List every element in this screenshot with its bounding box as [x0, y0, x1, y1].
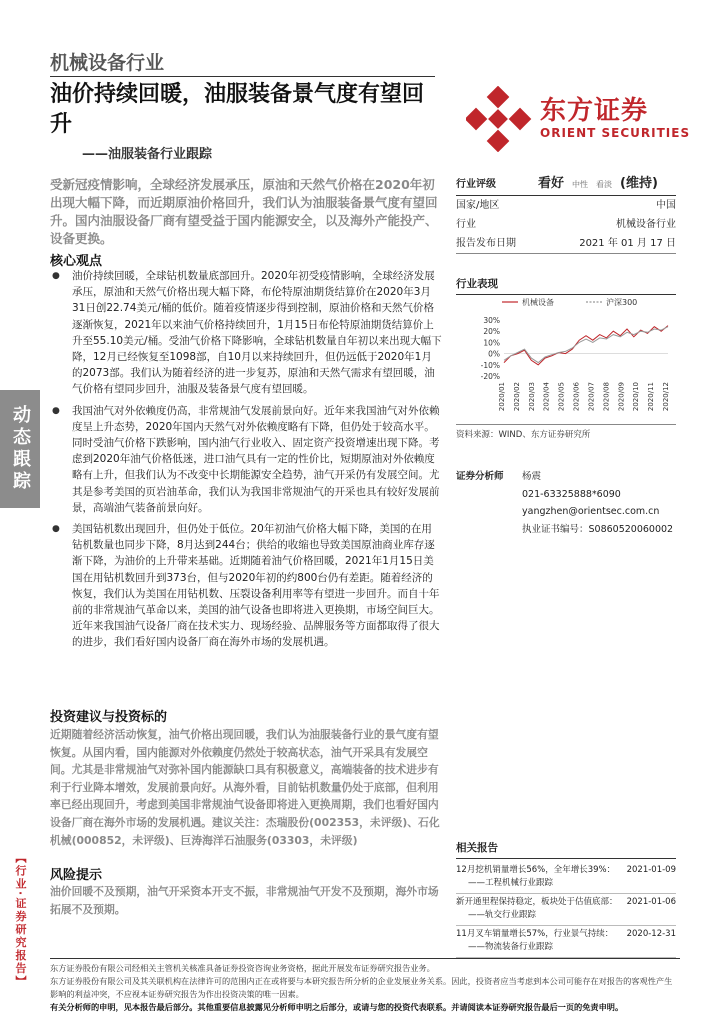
- y-tick-label: -10%: [480, 360, 500, 370]
- risk-text: 油价回暖不及预期，油气开采资本开支不振，非常规油气开发不及预期，海外市场拓展不及预期。: [50, 885, 439, 916]
- info-key: 报告发布日期: [456, 238, 516, 249]
- analyst-row: [456, 521, 676, 539]
- invest-text: 近期随着经济活动恢复，油气价格出现回暖，我们认为油服装备行业的景气度有望恢复。从国内看，国内能源对外依赖度仍然处于较高状态，油气开采具有发展空间。尤其是非常规油气对弥补国内能源缺口具有积极意义，高端装备的技术进步有利于行业降本增效，发展前景向好。从海外看，目前钻机数量仍处于底部，但利用率已经出现回升，考虑到美国非常规油气设备即将进入更换周期，我们也看好国内设备厂商在海外市场的发展机遇。建议关注：杰瑞股份(002353，未评级)、石化机械(000852，未评级)、巨涛海洋石油服务(03303，未评级): [50, 728, 440, 847]
- footer: [50, 958, 680, 1014]
- side-tab: [0, 390, 40, 508]
- y-tick-label: -20%: [480, 372, 500, 381]
- x-tick-label: 2020/06: [572, 382, 581, 412]
- rating-negative: 看淡: [596, 180, 613, 189]
- series-line: [504, 327, 668, 363]
- analyst-key: 证券分析师: [456, 471, 504, 482]
- summary-text: 受新冠疫情影响，全球经济发展承压，原油和天然气价格在2020年初出现大幅下降，而近期原油价格回升，我们认为油服装备景气度有望回升。国内油服设备厂商有望受益于国内能源安全，以及海外产能投产、设备更换。: [50, 177, 438, 246]
- rating-row: [456, 172, 676, 196]
- related-item-date: 2020-12-31: [626, 929, 676, 939]
- legend-label: 机械设备: [522, 298, 554, 307]
- rating-positive: 看好: [538, 176, 565, 191]
- analyst-email[interactable]: yangzhen@orientsec.com.cn: [522, 506, 660, 517]
- rating-label: 行业评级: [456, 179, 496, 190]
- page-title: 油价持续回暖，油服装备景气度有望回升: [50, 82, 425, 137]
- analyst-phone: 021-63325888*6090: [522, 488, 621, 500]
- related-item-title: 新开通里程保持稳定，板块处于估值底部：: [456, 897, 618, 907]
- info-key: 行业: [456, 219, 476, 230]
- info-row: [456, 234, 676, 254]
- footer-line: 东方证券股份有限公司及其关联机构在法律许可的范围内正在或将要与本研究报告所分析的企业发展业务关系。因此，投资者应当考虑到本公司可能存在对报告的客观性产生影响的利益冲突，不应视本证券研究报告为作出投资决策的唯一因素。: [50, 976, 673, 999]
- analyst-row: [456, 486, 676, 504]
- analyst-key: [456, 521, 522, 539]
- x-tick-label: 2020/03: [527, 382, 536, 412]
- related-item-sub: ——物流装备行业跟踪: [468, 942, 554, 952]
- legend-label: 沪深300: [606, 298, 638, 307]
- x-tick-label: 2020/07: [587, 382, 596, 412]
- side-category-label: 【行业·证券研究报告】: [14, 851, 27, 989]
- info-value: 中国: [656, 200, 676, 211]
- x-tick-label: 2020/08: [602, 382, 611, 412]
- rating-box: [456, 172, 676, 254]
- info-row: [456, 215, 676, 234]
- x-tick-label: 2020/12: [662, 382, 670, 412]
- analyst-name: 杨震: [522, 471, 542, 482]
- header-divider: [50, 76, 435, 77]
- analyst-block: [456, 468, 676, 538]
- related-reports: [456, 840, 676, 958]
- related-item-title: 11月叉车销量增长57%，行业景气持续：: [456, 929, 614, 939]
- perf-chart: [456, 290, 676, 420]
- related-item-title: 12月挖机销量增长56%，全年增长39%：: [456, 865, 616, 875]
- analyst-row: [456, 503, 676, 521]
- related-item-date: 2021-01-06: [626, 897, 676, 907]
- related-item-date: 2021-01-09: [626, 865, 676, 875]
- x-tick-label: 2020/11: [647, 382, 656, 412]
- x-tick-label: 2020/09: [617, 382, 626, 412]
- bullet-item: ● 我国油气对外依赖度仍高，非常规油气发展前景向好。近年来我国油气对外依赖度呈上升态势，2020年国内天然气对外依赖度略有下降，但仍处于较高水平。同时受油气价格下跌影响，国内油气行业收入、固定资产投资增速出现下降。考虑到2020年油气价格低迷，进口油气具有一定的性价比，短期原油对外依赖度略有上升，但我们认为不改变中长期能源安全趋势，油气开采仍有发展空间。尤其是参考美国的页岩油革命，我们认为我国非常规油气的开采也具有较好发展前景，高端油气装备前景向好。: [50, 403, 442, 516]
- analyst-key: [456, 486, 522, 504]
- analyst-row: [456, 468, 676, 486]
- x-tick-label: 2020/04: [542, 382, 551, 412]
- related-item[interactable]: [456, 862, 676, 894]
- industry-label: 机械设备行业: [50, 52, 165, 74]
- related-item[interactable]: [456, 926, 676, 958]
- bullet-item: ● 美国钻机数出现回升，但仍处于低位。20年初油气价格大幅下降，美国的在用钻机数量也同步下降，8月达到244台；供给的收缩也导致美国原油商业库存逐渐下降，为油价的上升带来基础。近期随着油气价格回暖，2021年1月15日美国在用钻机数回升到373台，但与2020年初的约800台仍有差距。随着经济的恢复，我们认为美国在用钻机数、压裂设备利用率等有望进一步回升。而自十年前的非常规油气革命以来，美国的油气设备也即将进入更换期，市场空间巨大。近年来我国油气设备厂商在技术实力、现场经验、品牌服务等方面都取得了很大的进步，我们看好国内设备厂商在海外市场的发展机遇。: [50, 521, 442, 651]
- footer-line: 东方证券股份有限公司经相关主管机关核准具备证券投资咨询业务资格，据此开展发布证券研究报告业务。: [50, 963, 435, 973]
- related-title: 相关报告: [456, 840, 676, 859]
- page-subtitle: ——油服装备行业跟踪: [82, 147, 213, 162]
- info-value: 机械设备行业: [616, 219, 676, 230]
- core-title: 核心观点: [50, 254, 103, 269]
- y-tick-label: 10%: [483, 338, 500, 348]
- analyst-key: [456, 503, 522, 521]
- rating-neutral: 中性: [572, 180, 589, 189]
- logo-text-cn: 东方证券: [540, 96, 649, 126]
- x-tick-label: 2020/10: [632, 382, 641, 412]
- rating-status: (维持): [620, 176, 658, 191]
- x-tick-label: 2020/01: [498, 382, 506, 412]
- info-row: [456, 196, 676, 215]
- info-value: 2021 年 01 月 17 日: [579, 238, 676, 249]
- x-tick-label: 2020/05: [557, 382, 566, 412]
- risk-title: 风险提示: [50, 868, 103, 883]
- info-key: 国家/地区: [456, 200, 500, 211]
- related-item-sub: ——工程机械行业跟踪: [468, 878, 554, 888]
- related-item-sub: ——轨交行业跟踪: [468, 910, 537, 920]
- logo-text-en: ORIENT SECURITIES: [540, 126, 691, 140]
- analyst-license: 执业证书编号：S0860520060002: [522, 523, 674, 535]
- bullet-item: ● 油价持续回暖，全球钻机数量底部回升。2020年初受疫情影响，全球经济发展承压，原油和天然气价格出现大幅下降，布伦特原油期货结算价在2020年3月31日创22.74美元/桶的低价。随着疫情逐步得到控制，原油价格和天然气价格逐渐恢复，2021年以来油气价格持续回升，1月15日布伦特原油期货结算价上升至55.10美元/桶。受油气价格下降影响，全球钻机数量自年初以来出现大幅下降，12月已经恢复至1098部，自10月以来持续回升，但仍远低于2020年1月的2073部。我们认为随着经济的进一步复苏，原油和天然气需求有望回暖，油气价格有望同步回升，油服及装备景气度有望回暖。: [50, 268, 442, 398]
- side-tab-label: 动态跟踪: [10, 405, 31, 493]
- y-tick-label: 30%: [483, 316, 500, 325]
- chart-source: 资料来源：WIND、东方证券研究所: [456, 424, 676, 440]
- y-tick-label: 0%: [488, 349, 500, 359]
- related-item[interactable]: [456, 894, 676, 926]
- x-tick-label: 2020/02: [512, 382, 521, 412]
- perf-title: 行业表现: [456, 276, 676, 295]
- y-tick-label: 20%: [483, 327, 500, 337]
- core-bullets: [50, 268, 442, 656]
- side-category: [8, 830, 32, 1010]
- footer-disclaimer: 有关分析师的申明，见本报告最后部分。其他重要信息披露见分析师申明之后部分，或请与您的投资代表联系。并请阅读本证券研究报告最后一页的免责申明。: [50, 1002, 624, 1012]
- invest-title: 投资建议与投资标的: [50, 710, 168, 725]
